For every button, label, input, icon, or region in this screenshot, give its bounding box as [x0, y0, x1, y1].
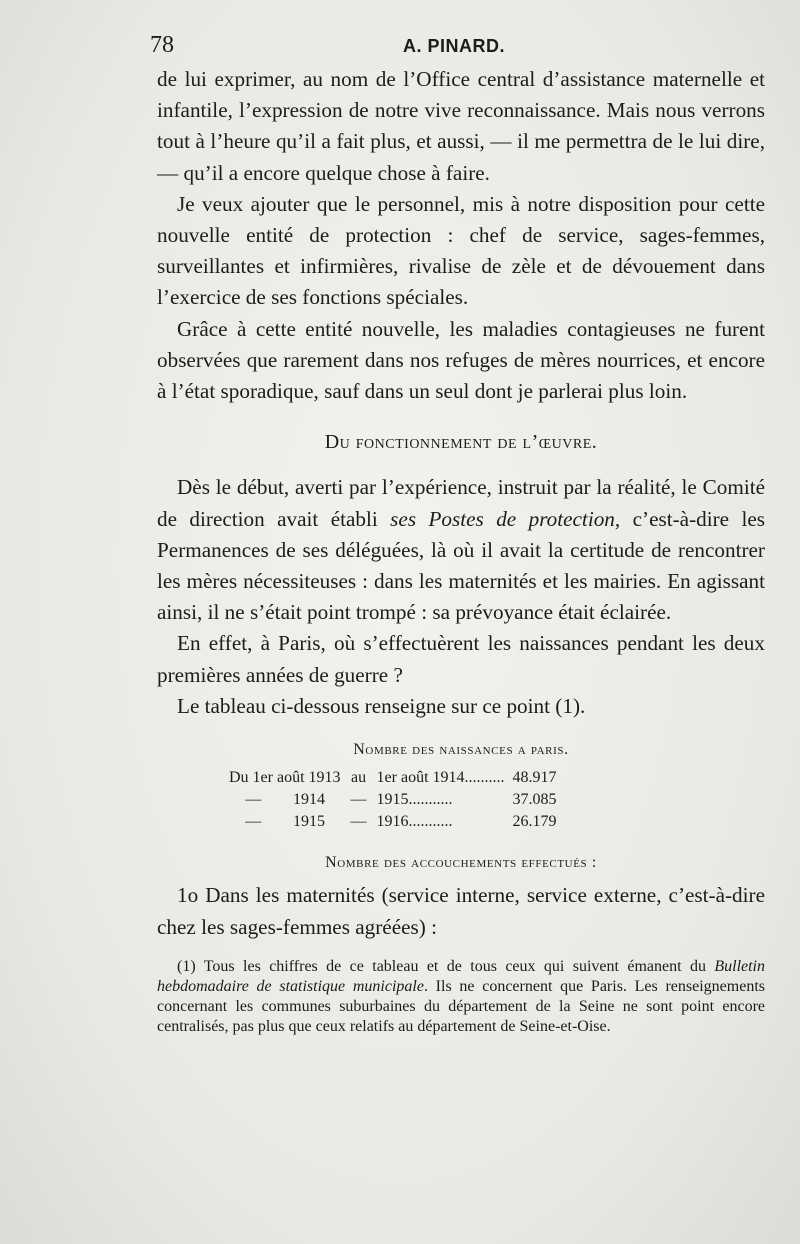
running-head: A. PINARD. [403, 36, 506, 56]
paragraph-4-text-b: , c’est-à-dire les Permanences de ses déléguées, là où il avait la certitude de rencontrer les mères nécessiteuses : dans les maternités et les mairies. En agissant ainsi, il ne s’était point trompé : sa prévoyance était éclairée. [157, 506, 765, 625]
row-to: 1915........... [376, 791, 453, 809]
deliveries-title: Nombre des accouchements effectués : [325, 854, 597, 872]
footnote-italic: Bulletin hebdomadaire de statistique municipale [157, 957, 765, 996]
row-au: au [350, 769, 367, 787]
paragraph-7: 1o Dans les maternités (service interne, service externe, c’est-à-dire chez les sages-femmes agréées) : [157, 883, 765, 939]
row-from-dash: — [245, 791, 262, 809]
paragraph-4-text-a: Dès le début, averti par l’expérience, instruit par la réalité, le Comité de direction avait établi [157, 475, 765, 531]
paragraph-1: de lui exprimer, au nom de l’Office central d’assistance maternelle et infantile, l’expression de notre vive reconnaissance. Mais nous verrons tout à l’heure qu’il a fait plus, et aussi, — il me permettra de le lui dire, — qu’il a encore quelque chose à faire. [157, 67, 765, 185]
row-au: — [350, 791, 367, 809]
row-from: Du 1er août 1913 [229, 769, 341, 787]
paragraph-6: Le tableau ci-dessous renseigne sur ce point (1). [177, 693, 586, 718]
table-row [229, 789, 557, 811]
births-table-title: Nombre des naissances a paris. [353, 741, 569, 759]
paragraph-4-italic: ses Postes de protection [390, 506, 615, 531]
row-from-dash: — [245, 813, 262, 831]
paragraph-2: Je veux ajouter que le personnel, mis à notre disposition pour cette nouvelle entité de protection : chef de service, sages-femmes, surveillantes et infirmières, rivalise de zèle et de dévouement dans l’exercice de ses fonctions spéciales. [157, 191, 765, 310]
row-value: 48.917 [512, 769, 557, 787]
footnote-text-a: (1) Tous les chiffres de ce tableau et de tous ceux qui suivent émanent du [177, 957, 715, 975]
table-row [229, 811, 557, 833]
row-to: 1916........... [376, 813, 453, 831]
section-title: Du fonctionnement de l’œuvre. [324, 431, 598, 454]
row-leader: ........... [408, 813, 453, 831]
paragraph-3: Grâce à cette entité nouvelle, les maladies contagieuses ne furent observées que rarement dans nos refuges de mères nourrices, et encore à l’état sporadique, sauf dans un seul dont je parlerai plus loin. [157, 316, 765, 404]
page-number: 78 [150, 32, 174, 58]
footnote-1 [157, 957, 765, 1038]
row-to: 1er août 1914.......... [376, 769, 505, 787]
row-from-year: 1914 [292, 791, 325, 809]
body-text [157, 64, 765, 1038]
births-table [229, 767, 557, 833]
paragraph-4 [157, 472, 765, 628]
row-leader: .......... [464, 769, 505, 787]
footnote-text-b: . Ils ne concernent que Paris. Les renseignements concernant les communes suburbaines du département de la Seine ne sont point encore centralisés, pas plus que ceux relatifs au département de Seine-et-Oise. [157, 978, 765, 1036]
row-value: 26.179 [512, 813, 557, 831]
row-au: — [350, 813, 367, 831]
row-from-year: 1915 [292, 813, 325, 831]
row-value: 37.085 [512, 791, 557, 809]
page-header [150, 32, 760, 62]
table-row [229, 767, 557, 789]
paragraph-5: En effet, à Paris, où s’effectuèrent les naissances pendant les deux premières années de guerre ? [157, 631, 765, 687]
footnote [157, 957, 765, 1038]
row-leader: ........... [408, 791, 453, 809]
